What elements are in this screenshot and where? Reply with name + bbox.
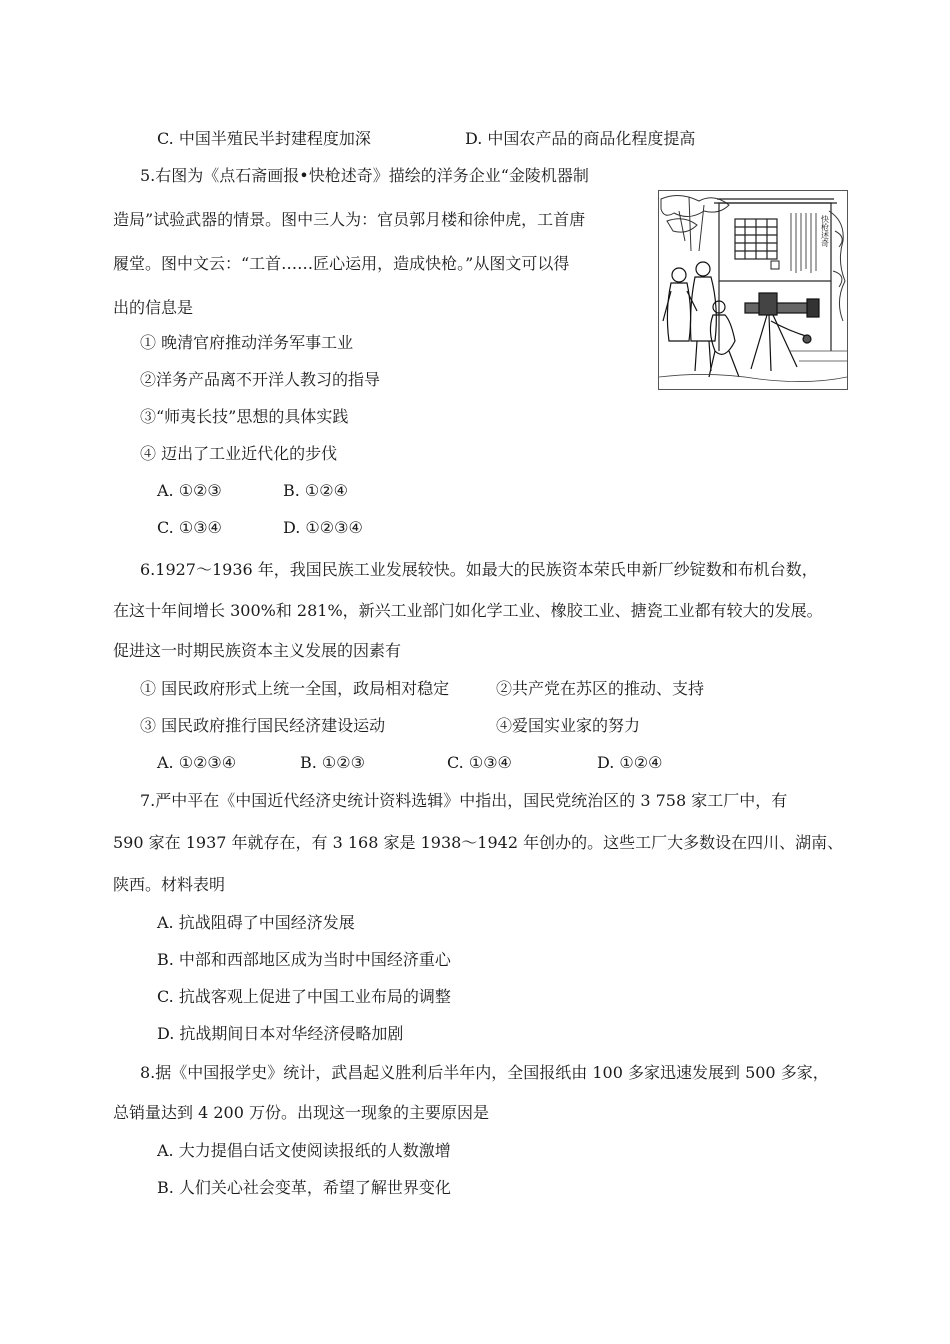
- q8-option-a: A. 大力提倡白话文使阅读报纸的人数激增: [157, 1141, 451, 1160]
- q5-option-d: D. ①②③④: [283, 518, 363, 537]
- q7-option-d: D. 抗战期间日本对华经济侵略加剧: [157, 1024, 404, 1043]
- q7-stem-line-2: 590 家在 1937 年就存在，有 3 168 家是 1938～1942 年创办的。这些工厂大多数设在四川、湖南、: [113, 833, 844, 852]
- q6-item-4: ④爱国实业家的努力: [496, 716, 641, 735]
- q5-item-4: ④ 迈出了工业近代化的步伐: [140, 444, 338, 463]
- q8-stem-line-1: 8.据《中国报学史》统计，武昌起义胜利后半年内，全国报纸由 100 多家迅速发展到 500 多家，: [140, 1063, 829, 1082]
- q5-option-a: A. ①②③: [157, 481, 222, 500]
- q6-stem-line-2: 在这十年间增长 300%和 281%，新兴工业部门如化学工业、橡胶工业、搪瓷工业都有较大的发展。: [113, 601, 823, 620]
- q6-stem-line-3: 促进这一时期民族资本主义发展的因素有: [113, 641, 402, 660]
- q6-item-3: ③ 国民政府推行国民经济建设运动: [140, 716, 386, 735]
- q5-illustration: [658, 190, 848, 390]
- q5-item-3: ③“师夷长技”思想的具体实践: [140, 407, 349, 426]
- q6-option-a: A. ①②③④: [157, 753, 237, 772]
- q6-option-b: B. ①②③: [300, 753, 365, 772]
- q7-option-b: B. 中部和西部地区成为当时中国经济重心: [157, 950, 451, 969]
- q5-option-b: B. ①②④: [283, 481, 348, 500]
- q6-item-1: ① 国民政府形式上统一全国，政局相对稳定: [140, 679, 450, 698]
- q5-stem-line-1: 5.右图为《点石斋画报•快枪述奇》描绘的洋务企业“金陵机器制: [140, 166, 589, 185]
- q5-stem-line-2: 造局”试验武器的情景。图中三人为：官员郭月楼和徐仲虎，工首唐: [113, 210, 586, 229]
- q5-item-2: ②洋务产品离不开洋人教习的指导: [140, 370, 381, 389]
- q6-option-c: C. ①③④: [447, 753, 512, 772]
- q6-item-2: ②共产党在苏区的推动、支持: [496, 679, 705, 698]
- q5-option-c: C. ①③④: [157, 518, 222, 537]
- q7-stem-line-1: 7.严中平在《中国近代经济史统计资料选辑》中指出，国民党统治区的 3 758 家工厂中，有: [140, 791, 788, 810]
- q4-option-c: C. 中国半殖民半封建程度加深: [157, 129, 371, 148]
- q5-stem-line-3: 履堂。图中文云：“工首……匠心运用，造成快枪。”从图文可以得: [113, 254, 570, 273]
- q5-stem-line-4: 出的信息是: [113, 298, 194, 317]
- q7-option-a: A. 抗战阻碍了中国经济发展: [157, 913, 355, 932]
- q5-item-1: ① 晚清官府推动洋务军事工业: [140, 333, 354, 352]
- q7-option-c: C. 抗战客观上促进了中国工业布局的调整: [157, 987, 451, 1006]
- q8-option-b: B. 人们关心社会变革，希望了解世界变化: [157, 1178, 451, 1197]
- q7-stem-line-3: 陕西。材料表明: [113, 875, 226, 894]
- q6-stem-line-1: 6.1927～1936 年，我国民族工业发展较快。如最大的民族资本荣氏申新厂纱锭数和布机台数，: [140, 560, 818, 579]
- q8-stem-line-2: 总销量达到 4 200 万份。出现这一现象的主要原因是: [113, 1103, 489, 1122]
- q6-option-d: D. ①②④: [597, 753, 663, 772]
- q5-illustration-caption: 快枪述奇: [820, 215, 830, 247]
- q4-option-d: D. 中国农产品的商品化程度提高: [465, 129, 696, 148]
